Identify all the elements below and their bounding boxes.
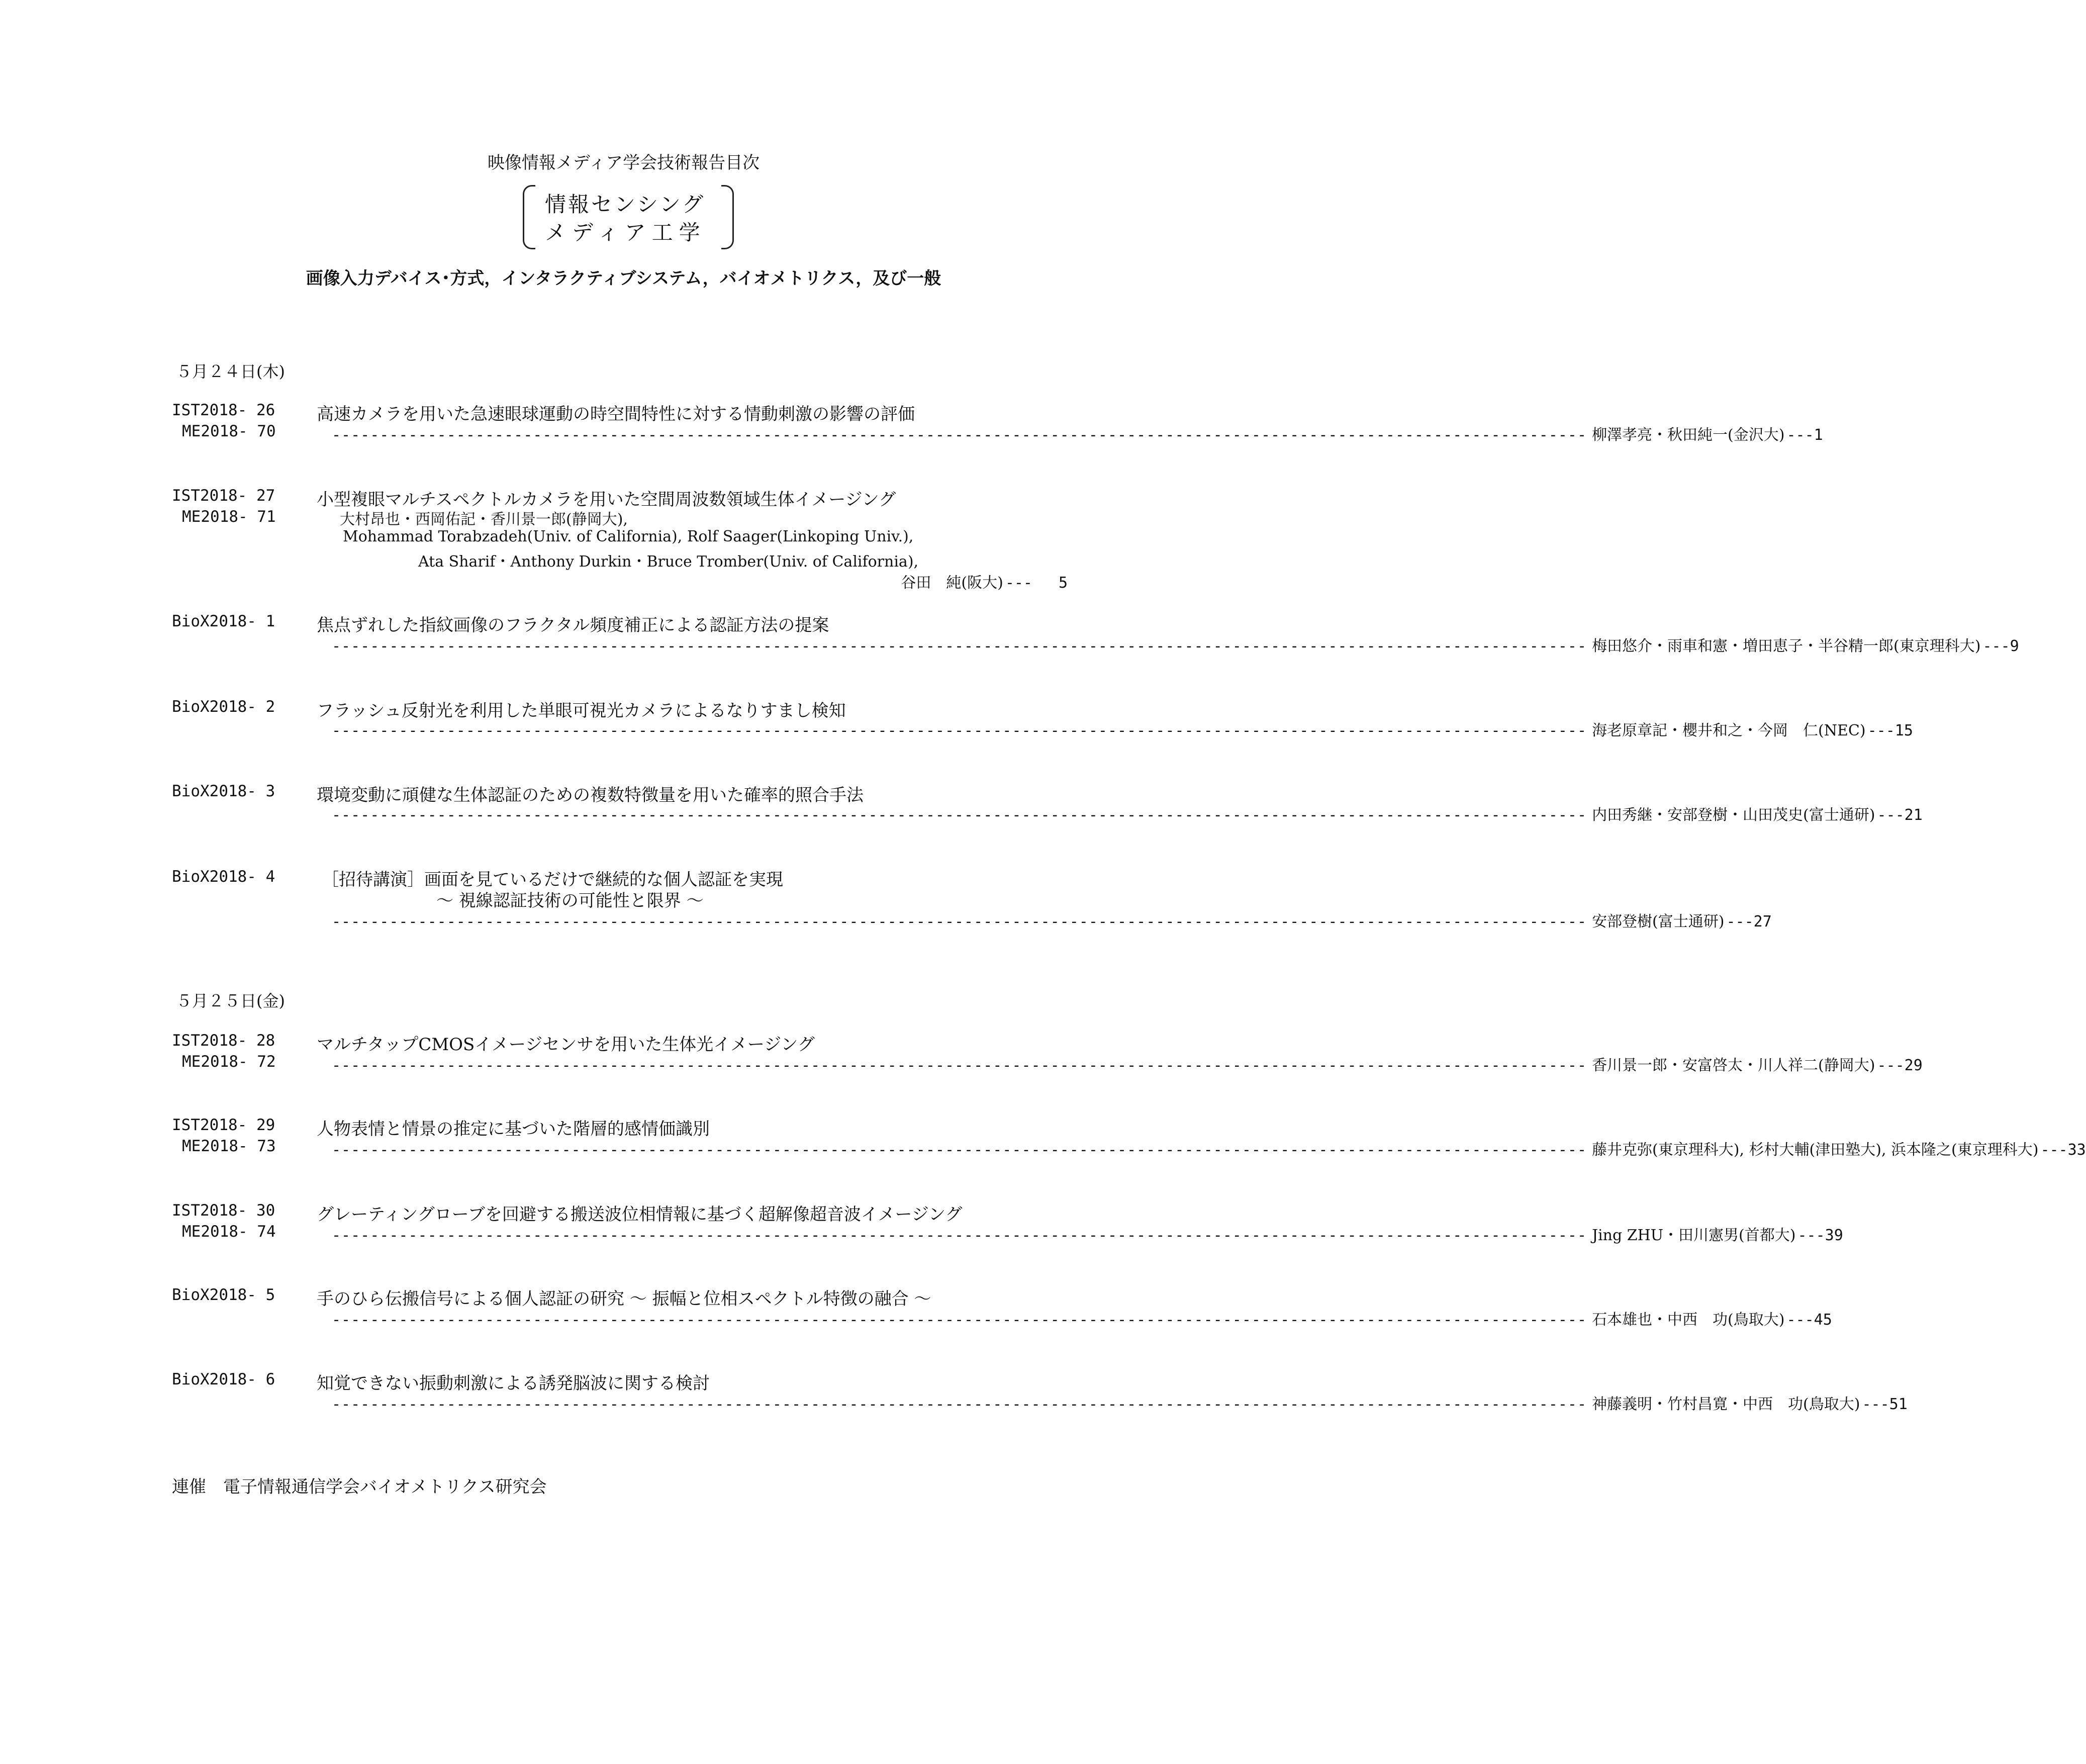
leader-dashes: ----------------------------------------------------------------------------------------------------------------------------------- (332, 1057, 1587, 1074)
committee-box (523, 185, 734, 248)
entry-authors: 谷田 純(阪大) (901, 574, 1003, 592)
leader-tail: --- (1877, 806, 1905, 824)
entry-authors: 内田秀継・安部登樹・山田茂史(富士通研) (1592, 806, 1875, 824)
entry-authors: Jing ZHU・田川憲男(首都大) (1592, 1227, 1796, 1244)
right-bracket (721, 185, 734, 249)
entry-author-line (332, 1223, 1843, 1245)
entry-page: 29 (1904, 1057, 1923, 1074)
leader-tail: --- (2040, 1141, 2068, 1159)
entry-author-line (332, 422, 1823, 444)
cosponsor-note: 連催 電子情報通信学会バイオメトリクス研究会 (172, 1477, 547, 1497)
leader-tail: --- (1867, 722, 1895, 739)
entry-title: 知覚できない振動刺激による誘発脳波に関する検討 (317, 1373, 710, 1394)
entry-page: 39 (1825, 1227, 1843, 1244)
leader-tail: --- (1786, 426, 1814, 444)
entry-title: 環境変動に頑健な生体認証のための複数特徴量を用いた確率的照合手法 (317, 785, 864, 805)
entry-code: BioX2018- 6 (172, 1370, 275, 1388)
entry-author-line (332, 718, 1913, 740)
entry-page: 51 (1889, 1396, 1908, 1413)
entry-author-line (332, 802, 1923, 824)
entry-author-line (332, 1137, 2086, 1159)
entry-title: 小型複眼マルチスペクトルカメラを用いた空間周波数領域生体イメージング (317, 490, 896, 510)
entry-page: 33 (2067, 1141, 2086, 1159)
leader-tail: --- (1877, 1057, 1905, 1074)
entry-author-line (332, 1391, 1908, 1414)
entry-code: ME2018- 73 (182, 1137, 276, 1155)
entry-code: ME2018- 72 (182, 1053, 276, 1071)
entry-page: 21 (1904, 806, 1923, 824)
leader-tail: --- (1982, 637, 2010, 655)
committee-name-line2: メディア工学 (545, 220, 706, 245)
entry-author-line (332, 570, 1068, 592)
entry-page: 27 (1753, 913, 1772, 931)
entry-title: 高速カメラを用いた急速眼球運動の時空間特性に対する情動刺激の影響の評価 (317, 404, 915, 424)
entry-author-text: Ata Sharif・Anthony Durkin・Bruce Tromber(Univ. of California), (418, 553, 919, 571)
entry-code: IST2018- 28 (172, 1032, 275, 1050)
leader-dashes: ----------------------------------------------------------------------------------------------------------------------------------- (332, 913, 1587, 931)
entry-code: ME2018- 71 (182, 508, 276, 526)
entry-code: IST2018- 29 (172, 1116, 275, 1134)
entry-title: フラッシュ反射光を利用した単眼可視光カメラによるなりすまし検知 (317, 701, 846, 721)
entry-authors: 海老原章記・櫻井和之・今岡 仁(NEC) (1592, 722, 1866, 739)
leader-dashes: ----------------------------------------------------------------------------------------------------------------------------------- (332, 637, 1587, 655)
entry-author-line (332, 1307, 1832, 1329)
entry-code: BioX2018- 3 (172, 782, 275, 800)
entry-title: 手のひら伝搬信号による個人認証の研究 ～ 振幅と位相スペクトル特徴の融合 ～ (317, 1289, 931, 1309)
entry-page: 15 (1894, 722, 1913, 739)
entry-code: BioX2018- 2 (172, 698, 275, 716)
leader-tail: --- (1862, 1396, 1889, 1413)
entry-authors: 梅田悠介・雨車和憲・増田恵子・半谷精一郎(東京理科大) (1592, 637, 1981, 655)
entry-code: BioX2018- 1 (172, 612, 275, 630)
day2-date: ５月２５日(金) (176, 991, 285, 1010)
entry-code: BioX2018- 4 (172, 868, 275, 886)
entry-author-line (332, 909, 1772, 931)
entry-title: グレーティングローブを回避する搬送波位相情報に基づく超解像超音波イメージング (317, 1204, 963, 1225)
entry-page: 9 (2010, 637, 2019, 655)
day1-date: ５月２４日(木) (176, 362, 285, 381)
entry-code: IST2018- 26 (172, 401, 275, 419)
leader-dashes: ----------------------------------------------------------------------------------------------------------------------------------- (332, 1311, 1587, 1329)
session-subtitle: 画像入力デバイス･方式，インタラクティブシステム，バイオメトリクス，及び一般 (306, 268, 941, 289)
entry-authors: 藤井克弥(東京理科大), 杉村大輔(津田塾大), 浜本隆之(東京理科大) (1592, 1141, 2039, 1159)
leader-dashes: ----------------------------------------------------------------------------------------------------------------------------------- (332, 1396, 1587, 1413)
entry-author-text: Mohammad Torabzadeh(Univ. of California), Rolf Saager(Linkoping Univ.), (343, 528, 914, 545)
leader-tail: --- (1797, 1227, 1825, 1244)
entry-title: 焦点ずれした指紋画像のフラクタル頻度補正による認証方法の提案 (317, 615, 829, 635)
leader-dashes: ----------------------------------------------------------------------------------------------------------------------------------- (332, 806, 1587, 824)
entry-code: ME2018- 70 (182, 422, 276, 440)
left-bracket (523, 185, 535, 249)
leader-dashes: ----------------------------------------------------------------------------------------------------------------------------------- (332, 722, 1587, 739)
entry-code: ME2018- 74 (182, 1223, 276, 1241)
entry-author-text: 大村昂也・西岡佑記・香川景一郎(静岡大), (340, 511, 628, 528)
entry-authors: 柳澤孝亮・秋田純一(金沢大) (1592, 426, 1785, 444)
entry-code: IST2018- 30 (172, 1201, 275, 1220)
leader-dashes: ----------------------------------------------------------------------------------------------------------------------------------- (332, 1141, 1587, 1159)
entry-title: 人物表情と情景の推定に基づいた階層的感情価識別 (317, 1119, 710, 1139)
entry-page: 45 (1814, 1311, 1832, 1329)
entry-code: BioX2018- 5 (172, 1286, 275, 1304)
leader-dashes: ----------------------------------------------------------------------------------------------------------------------------------- (332, 426, 1587, 444)
entry-title: マルチタップCMOSイメージセンサを用いた生体光イメージング (317, 1035, 815, 1055)
entry-code: IST2018- 27 (172, 487, 275, 505)
committee-name-line1: 情報センシング (545, 192, 706, 217)
entry-title: ［招待講演］画面を見ているだけで継続的な個人認証を実現 (322, 870, 783, 890)
entry-authors: 安部登樹(富士通研) (1592, 913, 1725, 931)
entry-authors: 石本雄也・中西 功(鳥取大) (1592, 1311, 1785, 1329)
entry-subtitle: ～ 視線認証技術の可能性と限界 ～ (436, 891, 704, 911)
entry-page: 5 (1058, 574, 1068, 592)
leader-tail: --- (1005, 574, 1032, 592)
report-title: 映像情報メディア学会技術報告目次 (487, 153, 760, 173)
entry-authors: 神藤義明・竹村昌寛・中西 功(鳥取大) (1592, 1396, 1860, 1413)
entry-author-line (332, 633, 2019, 656)
leader-tail: --- (1726, 913, 1754, 931)
entry-authors: 香川景一郎・安富啓太・川人祥二(静岡大) (1592, 1057, 1875, 1074)
entry-page: 1 (1814, 426, 1823, 444)
leader-tail: --- (1786, 1311, 1814, 1329)
leader-dashes: ----------------------------------------------------------------------------------------------------------------------------------- (332, 1227, 1587, 1244)
entry-author-line (332, 1053, 1923, 1075)
